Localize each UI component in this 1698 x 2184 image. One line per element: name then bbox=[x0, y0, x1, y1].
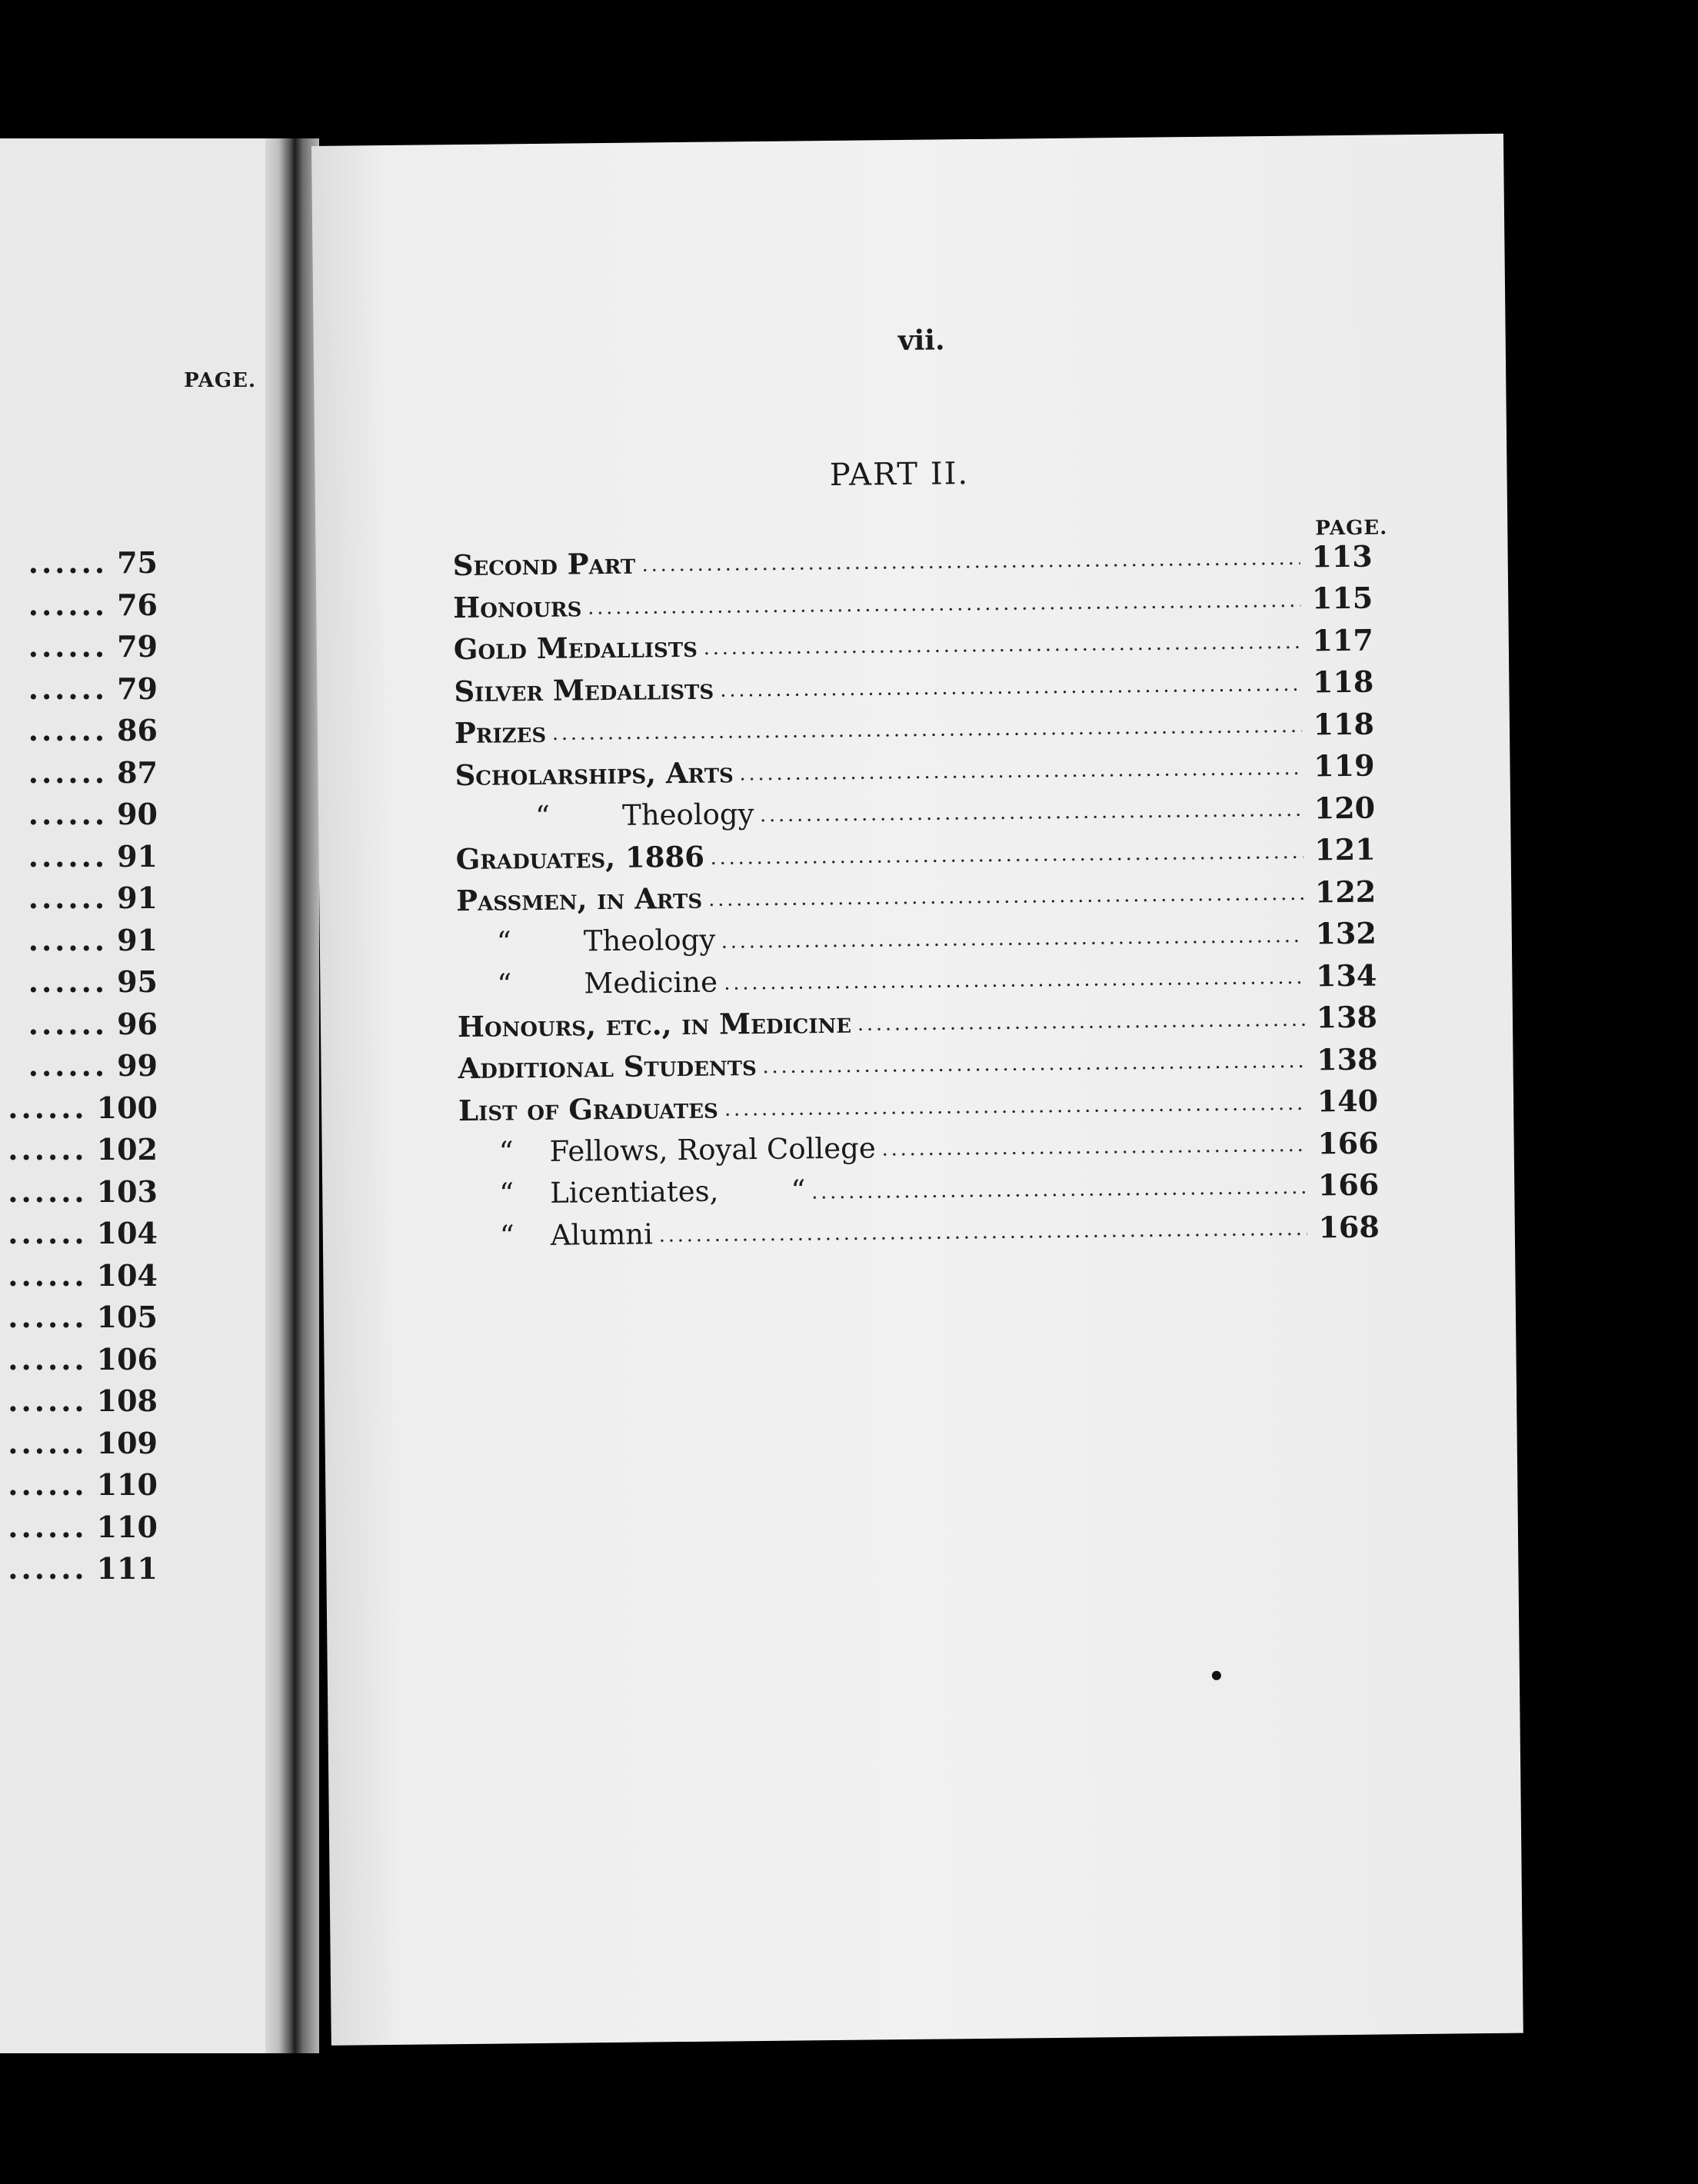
dot-leader: ...... bbox=[28, 922, 108, 957]
left-toc-row bbox=[0, 626, 158, 668]
entry-label: “ Fellows, Royal College bbox=[498, 1131, 876, 1169]
dot-leader: ...... bbox=[8, 1551, 88, 1586]
dot-leader: ...... bbox=[28, 964, 108, 999]
entry-label: Scholarships, Arts bbox=[454, 755, 734, 792]
entry-label: “ Theology bbox=[496, 923, 716, 959]
left-toc-row bbox=[0, 1506, 158, 1549]
page-number: 118 bbox=[1313, 706, 1375, 742]
dot-leader bbox=[586, 604, 1300, 614]
left-toc-row bbox=[0, 752, 158, 794]
left-toc-row bbox=[0, 584, 158, 627]
page-folio: vii. bbox=[897, 324, 945, 358]
entry-label: Prizes bbox=[454, 715, 547, 751]
dot-leader bbox=[702, 646, 1301, 655]
dot-leader: ...... bbox=[28, 838, 108, 874]
dot-leader: ...... bbox=[8, 1216, 88, 1250]
left-toc-row bbox=[0, 1297, 158, 1339]
page-number: 79 bbox=[117, 629, 158, 664]
page-number: 166 bbox=[1317, 1125, 1379, 1161]
dot-leader: ...... bbox=[8, 1132, 88, 1167]
dot-leader: ...... bbox=[28, 629, 108, 664]
entry-label: Second Part bbox=[452, 546, 636, 583]
page-number: 113 bbox=[1311, 538, 1373, 574]
entry-label: Gold Medallists bbox=[453, 630, 698, 667]
page-number: 122 bbox=[1314, 874, 1377, 910]
dot-leader bbox=[810, 1190, 1307, 1199]
dot-leader: ...... bbox=[8, 1257, 88, 1293]
page-number: 115 bbox=[1311, 580, 1373, 616]
page-number: 108 bbox=[96, 1383, 158, 1418]
dot-leader bbox=[658, 1233, 1307, 1243]
page-number: 103 bbox=[96, 1174, 158, 1209]
page-number: 91 bbox=[117, 881, 158, 915]
left-toc-row bbox=[0, 1171, 158, 1214]
contents-entry bbox=[460, 1206, 1380, 1257]
page-number: 106 bbox=[96, 1341, 158, 1377]
dot-leader: ...... bbox=[28, 1006, 108, 1041]
page-column-header: PAGE. bbox=[1315, 516, 1388, 541]
right-page bbox=[311, 134, 1523, 2046]
page-number: 105 bbox=[96, 1300, 158, 1334]
page-number: 99 bbox=[117, 1048, 158, 1083]
entry-label: List of Graduates bbox=[458, 1090, 719, 1127]
left-page bbox=[0, 138, 265, 2053]
dot-leader bbox=[881, 1149, 1307, 1157]
entry-label: Passmen, in Arts bbox=[456, 881, 703, 918]
entry-label: Honours, etc., in Medicine bbox=[457, 1005, 852, 1044]
left-toc-row bbox=[0, 542, 158, 584]
page-number: 109 bbox=[96, 1425, 158, 1460]
page-number: 120 bbox=[1313, 790, 1376, 826]
left-toc-row bbox=[0, 1339, 158, 1381]
page-number: 76 bbox=[117, 587, 158, 622]
left-toc-row bbox=[0, 1045, 158, 1087]
dot-leader: ...... bbox=[8, 1467, 88, 1502]
page-number: 91 bbox=[117, 922, 158, 957]
left-toc-row bbox=[0, 1255, 158, 1297]
ink-spot bbox=[1212, 1671, 1221, 1680]
page-number: 121 bbox=[1314, 831, 1376, 867]
entry-label: “ Licentiates, “ bbox=[499, 1174, 806, 1210]
left-toc-row bbox=[0, 668, 158, 711]
page-number: 96 bbox=[117, 1006, 158, 1041]
dot-leader bbox=[738, 771, 1303, 781]
dot-leader bbox=[718, 687, 1301, 697]
page-number: 75 bbox=[117, 545, 158, 580]
page-number: 134 bbox=[1315, 957, 1377, 994]
left-toc-row bbox=[0, 836, 158, 878]
left-toc-row bbox=[0, 1423, 158, 1465]
part-title: PART II. bbox=[829, 456, 970, 493]
page-number: 140 bbox=[1317, 1083, 1379, 1119]
page-number: 95 bbox=[117, 964, 158, 999]
entry-label: “ Medicine bbox=[497, 965, 718, 1001]
page-number: 79 bbox=[117, 671, 158, 706]
left-toc-row bbox=[0, 1213, 158, 1255]
left-toc-row bbox=[0, 1129, 158, 1171]
left-toc-row bbox=[0, 1004, 158, 1046]
page-number: 118 bbox=[1312, 664, 1374, 700]
left-toc-row bbox=[0, 920, 158, 962]
dot-leader: ...... bbox=[8, 1383, 88, 1418]
entry-label: Additional Students bbox=[458, 1048, 757, 1086]
dot-leader bbox=[707, 897, 1303, 907]
dot-leader: ...... bbox=[28, 797, 108, 831]
page-number: 138 bbox=[1316, 1041, 1378, 1077]
dot-leader bbox=[856, 1023, 1305, 1030]
dot-leader bbox=[709, 855, 1303, 864]
page-number: 132 bbox=[1315, 915, 1377, 951]
dot-leader bbox=[551, 730, 1302, 741]
page-number: 90 bbox=[117, 797, 158, 831]
dot-leader: ...... bbox=[8, 1425, 88, 1460]
page-number: 168 bbox=[1318, 1209, 1380, 1245]
left-page-header: PAGE. bbox=[184, 369, 256, 392]
left-toc-row bbox=[0, 877, 158, 920]
page-number: 104 bbox=[96, 1257, 158, 1293]
dot-leader: ...... bbox=[8, 1090, 88, 1125]
page-number: 138 bbox=[1316, 999, 1378, 1035]
dot-leader: ...... bbox=[8, 1300, 88, 1334]
dot-leader bbox=[720, 939, 1304, 948]
dot-leader bbox=[761, 1065, 1306, 1074]
dot-leader: ...... bbox=[28, 881, 108, 915]
dot-leader: ...... bbox=[28, 545, 108, 580]
entry-label: Honours bbox=[453, 589, 582, 624]
left-toc-row bbox=[0, 794, 158, 836]
dot-leader: ...... bbox=[8, 1509, 88, 1544]
page-number: 87 bbox=[117, 754, 158, 790]
page-number: 110 bbox=[96, 1467, 158, 1502]
dot-leader bbox=[640, 562, 1300, 572]
page-number: 111 bbox=[96, 1551, 158, 1586]
entry-label: Silver Medallists bbox=[454, 671, 714, 708]
entry-label: “ Alumni bbox=[499, 1217, 654, 1253]
dot-leader bbox=[722, 981, 1304, 990]
left-toc-row bbox=[0, 961, 158, 1004]
entry-label: “ Theology bbox=[534, 797, 754, 833]
page-number: 110 bbox=[96, 1509, 158, 1544]
page-number: 86 bbox=[117, 713, 158, 747]
dot-leader: ...... bbox=[8, 1174, 88, 1209]
page-number: 91 bbox=[117, 838, 158, 874]
dot-leader: ...... bbox=[28, 754, 108, 790]
page-number: 166 bbox=[1317, 1167, 1380, 1203]
left-page-number-column bbox=[0, 542, 158, 1590]
dot-leader bbox=[723, 1107, 1306, 1116]
contents-list bbox=[452, 535, 1380, 1257]
entry-label: Graduates, 1886 bbox=[455, 839, 705, 876]
left-toc-row bbox=[0, 1464, 158, 1506]
dot-leader: ...... bbox=[28, 1048, 108, 1083]
left-toc-row bbox=[0, 710, 158, 752]
dot-leader: ...... bbox=[8, 1341, 88, 1377]
dot-leader: ...... bbox=[28, 671, 108, 706]
dot-leader bbox=[759, 814, 1303, 822]
page-number: 119 bbox=[1313, 747, 1375, 784]
page-number: 117 bbox=[1312, 622, 1374, 658]
dot-leader: ...... bbox=[28, 587, 108, 622]
left-toc-row bbox=[0, 1548, 158, 1590]
left-toc-row bbox=[0, 1087, 158, 1130]
book-gutter bbox=[265, 138, 319, 2053]
page-number: 100 bbox=[96, 1090, 158, 1125]
page-number: 102 bbox=[96, 1132, 158, 1167]
left-toc-row bbox=[0, 1380, 158, 1423]
page-number: 104 bbox=[96, 1216, 158, 1250]
dot-leader: ...... bbox=[28, 713, 108, 747]
